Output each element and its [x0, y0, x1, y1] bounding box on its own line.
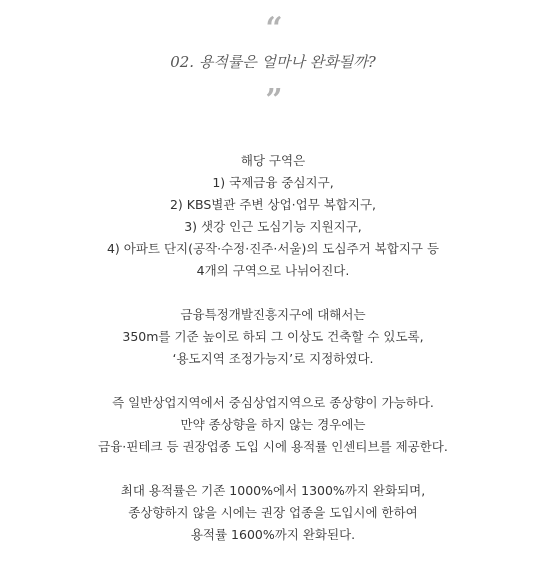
- open-quote-icon: “: [265, 11, 281, 46]
- text-line: 4) 아파트 단지(공작·수정·진주·서울)의 도심주거 복합지구 등: [106, 241, 440, 256]
- text-line: 금융특정개발진흥지구에 대해서는: [180, 307, 366, 322]
- text-line: 종상향하지 않을 시에는 권장 업종을 도입시에 한하여: [128, 505, 418, 520]
- text-line: 350m를 기준 높이로 하되 그 이상도 건축할 수 있도록,: [122, 329, 424, 344]
- section-heading: 02. 용적률은 얼마나 완화될까?: [170, 53, 376, 71]
- text-line: 즉 일반상업지역에서 중심상업지역으로 종상향이 가능하다.: [112, 395, 434, 410]
- paragraph-floor-area-ratio: [0, 480, 546, 546]
- text-line: 3) 샛강 인근 도심기능 지원지구,: [184, 219, 362, 234]
- text-line: 1) 국제금융 중심지구,: [212, 175, 334, 190]
- close-quote-icon: ”: [265, 83, 281, 118]
- text-line: 용적률 1600%까지 완화된다.: [190, 527, 356, 542]
- text-line: 최대 용적률은 기존 1000%에서 1300%까지 완화되며,: [120, 483, 426, 498]
- paragraph-height-rule: [0, 304, 546, 370]
- text-line: ‘용도지역 조정가능지’로 지정하였다.: [172, 351, 374, 366]
- paragraph-zones: [0, 150, 546, 282]
- text-line: 만약 종상향을 하지 않는 경우에는: [180, 417, 366, 432]
- article-body: [0, 150, 546, 546]
- text-line: 4개의 구역으로 나뉘어진다.: [196, 263, 350, 278]
- text-line: 2) KBS별관 주변 상업·업무 복합지구,: [169, 197, 377, 212]
- text-line: 금융·핀테크 등 권장업종 도입 시에 용적률 인센티브를 제공한다.: [98, 439, 448, 454]
- paragraph-upzoning: [0, 392, 546, 458]
- text-line: 해당 구역은: [240, 153, 306, 168]
